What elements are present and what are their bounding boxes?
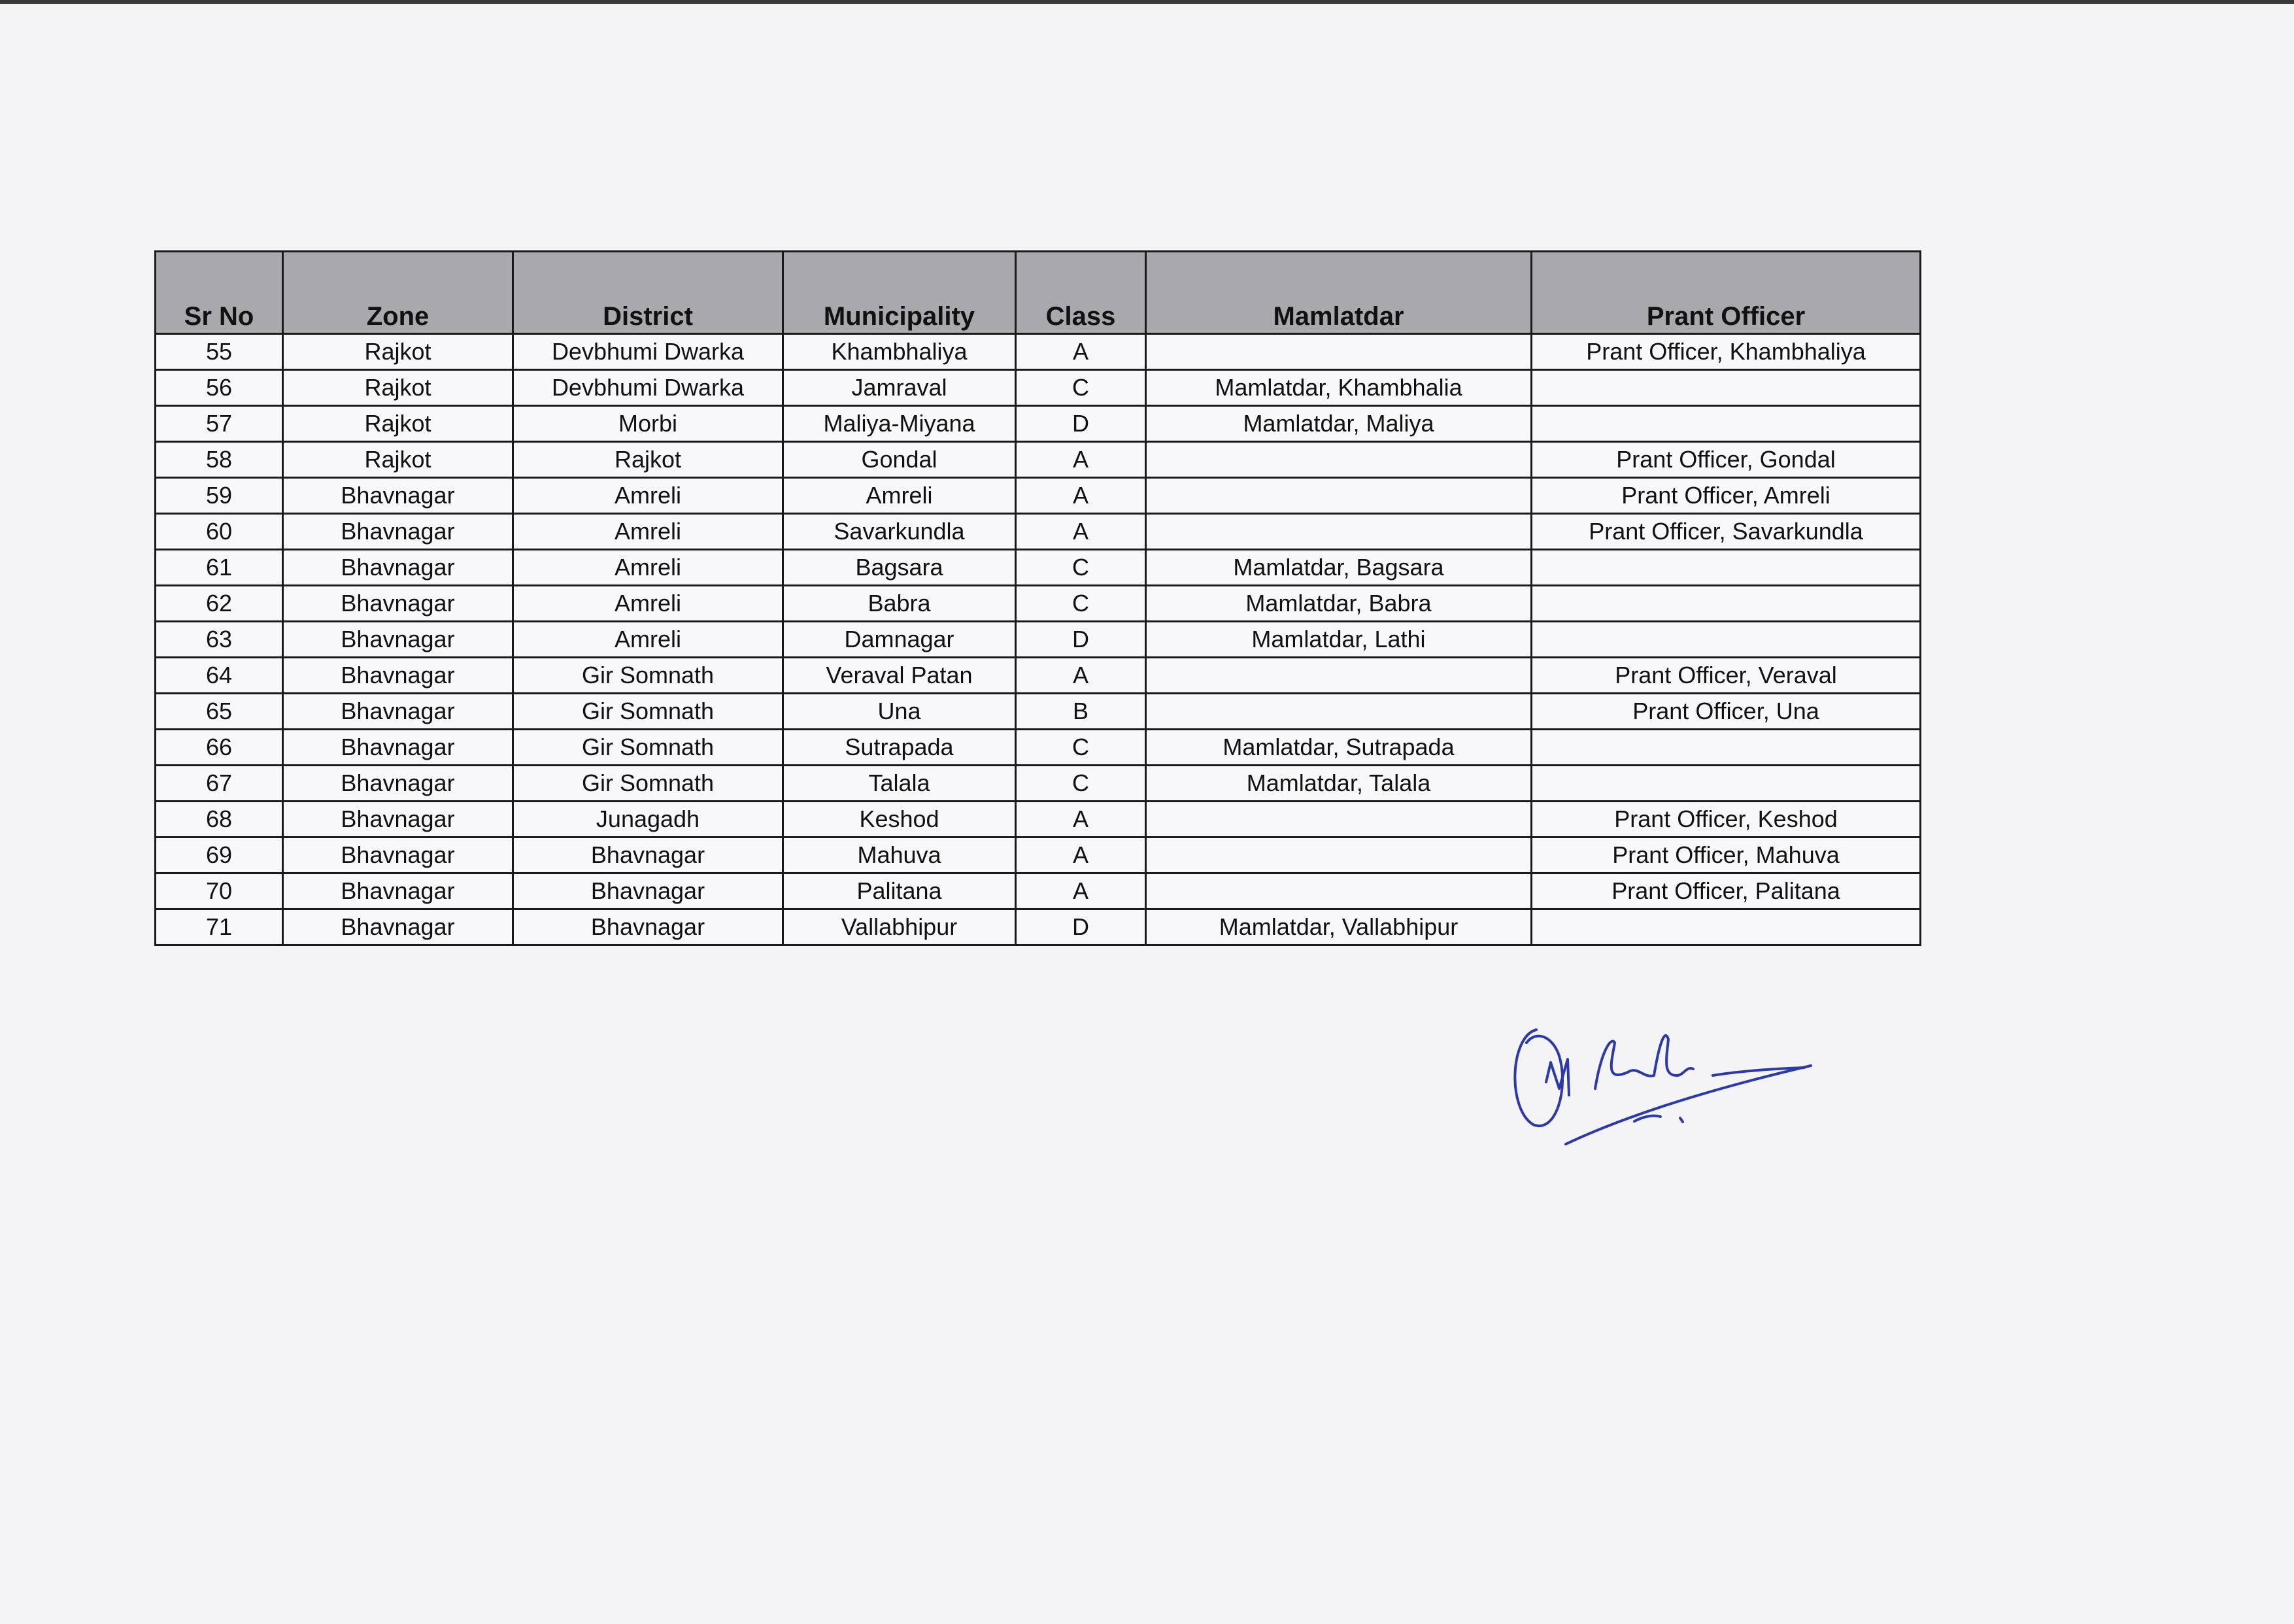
signature-stroke-underline [1566,1066,1811,1144]
cell-mamlatdar: Mamlatdar, Vallabhipur [1146,909,1532,945]
cell-sr-no: 67 [156,766,283,802]
cell-municipality: Keshod [783,802,1016,837]
table-row [156,550,1921,586]
cell-district: Gir Somnath [513,766,783,802]
cell-class: D [1016,622,1146,658]
cell-municipality: Una [783,694,1016,730]
cell-district: Amreli [513,514,783,550]
table-body [156,334,1921,945]
cell-municipality: Palitana [783,873,1016,909]
table-row [156,730,1921,766]
table-row [156,334,1921,370]
cell-class: C [1016,370,1146,406]
cell-zone: Bhavnagar [283,550,513,586]
cell-municipality: Khambhaliya [783,334,1016,370]
table-row [156,766,1921,802]
cell-zone: Bhavnagar [283,873,513,909]
cell-sr-no: 57 [156,406,283,442]
signature-stroke-dot [1680,1118,1683,1122]
cell-class: A [1016,514,1146,550]
cell-zone: Bhavnagar [283,802,513,837]
cell-prant-officer: Prant Officer, Palitana [1532,873,1921,909]
cell-sr-no: 59 [156,478,283,514]
cell-district: Rajkot [513,442,783,478]
signature-stroke-tick [1634,1116,1661,1121]
cell-prant-officer [1532,550,1921,586]
cell-prant-officer [1532,766,1921,802]
cell-mamlatdar: Mamlatdar, Khambhalia [1146,370,1532,406]
cell-mamlatdar [1146,442,1532,478]
header-row [156,252,1921,334]
cell-municipality: Bagsara [783,550,1016,586]
table-row [156,622,1921,658]
cell-municipality: Talala [783,766,1016,802]
signature [1497,1010,1817,1154]
cell-municipality: Damnagar [783,622,1016,658]
header-class: Class [1016,252,1146,334]
cell-sr-no: 69 [156,837,283,873]
header-mamlatdar: Mamlatdar [1146,252,1532,334]
cell-zone: Bhavnagar [283,514,513,550]
header-zone: Zone [283,252,513,334]
cell-prant-officer: Prant Officer, Una [1532,694,1921,730]
cell-mamlatdar: Mamlatdar, Maliya [1146,406,1532,442]
cell-mamlatdar [1146,837,1532,873]
cell-prant-officer [1532,370,1921,406]
table-row [156,837,1921,873]
cell-prant-officer: Prant Officer, Amreli [1532,478,1921,514]
cell-district: Gir Somnath [513,730,783,766]
cell-prant-officer: Prant Officer, Keshod [1532,802,1921,837]
cell-mamlatdar [1146,802,1532,837]
cell-mamlatdar: Mamlatdar, Talala [1146,766,1532,802]
cell-class: D [1016,909,1146,945]
cell-mamlatdar: Mamlatdar, Sutrapada [1146,730,1532,766]
cell-sr-no: 65 [156,694,283,730]
cell-class: A [1016,442,1146,478]
municipality-table-container [154,250,1919,946]
cell-class: A [1016,478,1146,514]
cell-prant-officer [1532,586,1921,622]
cell-municipality: Vallabhipur [783,909,1016,945]
page-top-edge [0,0,2294,4]
cell-zone: Bhavnagar [283,730,513,766]
cell-class: C [1016,730,1146,766]
cell-class: A [1016,873,1146,909]
cell-district: Bhavnagar [513,873,783,909]
cell-district: Morbi [513,406,783,442]
cell-sr-no: 60 [156,514,283,550]
signature-stroke-odi [1595,1036,1693,1089]
cell-sr-no: 71 [156,909,283,945]
cell-mamlatdar [1146,334,1532,370]
cell-zone: Bhavnagar [283,837,513,873]
cell-mamlatdar [1146,658,1532,694]
cell-zone: Rajkot [283,406,513,442]
table-row [156,586,1921,622]
cell-municipality: Amreli [783,478,1016,514]
table-row [156,909,1921,945]
cell-district: Gir Somnath [513,694,783,730]
cell-municipality: Savarkundla [783,514,1016,550]
cell-class: C [1016,550,1146,586]
cell-class: A [1016,658,1146,694]
cell-mamlatdar: Mamlatdar, Babra [1146,586,1532,622]
cell-zone: Bhavnagar [283,766,513,802]
municipality-table [154,250,1921,946]
cell-municipality: Mahuva [783,837,1016,873]
table-row [156,478,1921,514]
cell-class: A [1016,837,1146,873]
cell-prant-officer [1532,909,1921,945]
cell-zone: Bhavnagar [283,622,513,658]
cell-prant-officer: Prant Officer, Khambhaliya [1532,334,1921,370]
cell-district: Bhavnagar [513,909,783,945]
table-row [156,873,1921,909]
signature-stroke-m [1546,1059,1569,1095]
cell-zone: Bhavnagar [283,586,513,622]
table-row [156,370,1921,406]
cell-municipality: Sutrapada [783,730,1016,766]
cell-sr-no: 64 [156,658,283,694]
cell-sr-no: 66 [156,730,283,766]
cell-mamlatdar [1146,514,1532,550]
cell-mamlatdar [1146,694,1532,730]
header-municipality: Municipality [783,252,1016,334]
cell-district: Bhavnagar [513,837,783,873]
table-row [156,694,1921,730]
cell-sr-no: 58 [156,442,283,478]
cell-zone: Rajkot [283,370,513,406]
cell-municipality: Veraval Patan [783,658,1016,694]
cell-sr-no: 68 [156,802,283,837]
cell-prant-officer [1532,622,1921,658]
cell-municipality: Maliya-Miyana [783,406,1016,442]
table-row [156,442,1921,478]
cell-district: Amreli [513,586,783,622]
cell-class: A [1016,334,1146,370]
cell-class: C [1016,586,1146,622]
cell-municipality: Gondal [783,442,1016,478]
cell-mamlatdar: Mamlatdar, Bagsara [1146,550,1532,586]
cell-mamlatdar [1146,873,1532,909]
table-header [156,252,1921,334]
header-prant-officer: Prant Officer [1532,252,1921,334]
table-row [156,514,1921,550]
cell-municipality: Jamraval [783,370,1016,406]
cell-prant-officer: Prant Officer, Savarkundla [1532,514,1921,550]
cell-mamlatdar: Mamlatdar, Lathi [1146,622,1532,658]
cell-prant-officer: Prant Officer, Veraval [1532,658,1921,694]
cell-zone: Bhavnagar [283,478,513,514]
cell-mamlatdar [1146,478,1532,514]
cell-zone: Rajkot [283,334,513,370]
cell-sr-no: 70 [156,873,283,909]
header-district: District [513,252,783,334]
cell-sr-no: 62 [156,586,283,622]
table-row [156,406,1921,442]
table-row [156,658,1921,694]
cell-municipality: Babra [783,586,1016,622]
cell-prant-officer [1532,406,1921,442]
cell-class: A [1016,802,1146,837]
cell-prant-officer: Prant Officer, Gondal [1532,442,1921,478]
cell-zone: Rajkot [283,442,513,478]
cell-district: Junagadh [513,802,783,837]
cell-district: Amreli [513,478,783,514]
cell-class: C [1016,766,1146,802]
cell-sr-no: 56 [156,370,283,406]
cell-class: B [1016,694,1146,730]
cell-district: Devbhumi Dwarka [513,334,783,370]
cell-sr-no: 63 [156,622,283,658]
cell-district: Devbhumi Dwarka [513,370,783,406]
header-sr-no: Sr No [156,252,283,334]
cell-zone: Bhavnagar [283,658,513,694]
cell-sr-no: 61 [156,550,283,586]
cell-class: D [1016,406,1146,442]
cell-zone: Bhavnagar [283,694,513,730]
table-row [156,802,1921,837]
cell-district: Amreli [513,622,783,658]
cell-sr-no: 55 [156,334,283,370]
cell-district: Gir Somnath [513,658,783,694]
cell-district: Amreli [513,550,783,586]
cell-prant-officer [1532,730,1921,766]
cell-prant-officer: Prant Officer, Mahuva [1532,837,1921,873]
cell-zone: Bhavnagar [283,909,513,945]
